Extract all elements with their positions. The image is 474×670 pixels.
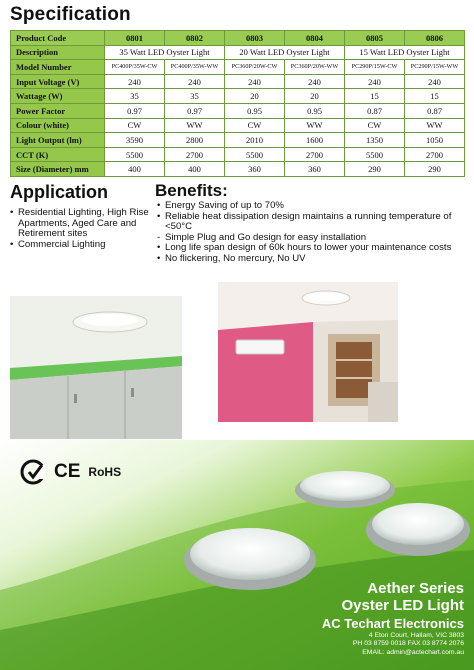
bullet-icon: • — [10, 238, 14, 250]
list-item — [157, 212, 457, 233]
table-cell: 2800 — [165, 133, 225, 148]
series-title: Aether Series — [367, 580, 464, 597]
table-cell: 240 — [405, 74, 465, 89]
row-label: Description — [11, 45, 105, 60]
table-cell: 20 — [285, 89, 345, 104]
company-phone: PH 03 8759 0018 FAX 03 8774 2076 — [352, 640, 464, 648]
input-voltage-row — [11, 74, 465, 89]
colour-row — [11, 118, 465, 133]
product-code-cell: 0806 — [405, 31, 465, 46]
table-cell: 240 — [345, 74, 405, 89]
table-cell: 240 — [225, 74, 285, 89]
page-title: Specification — [10, 4, 131, 25]
table-cell: 360 — [225, 162, 285, 177]
row-label: Product Code — [11, 31, 105, 46]
table-cell: 3590 — [105, 133, 165, 148]
description-cell: 15 Watt LED Oyster Light — [345, 45, 465, 60]
list-item-text: Reliable heat dissipation design maintains a running temperature of <50°C — [165, 210, 452, 233]
list-item — [10, 208, 155, 240]
table-cell: CW — [345, 118, 405, 133]
list-item-text: Long life span design of 60k hours to lower your maintenance costs — [165, 242, 452, 254]
company-name: AC Techart Electronics — [321, 616, 464, 631]
bullet-icon: • — [157, 242, 161, 254]
specification-table — [10, 30, 465, 177]
table-cell: 0.97 — [105, 103, 165, 118]
row-label: Model Number — [11, 60, 105, 75]
table-cell: PC400P/35W-WW — [165, 60, 225, 75]
table-cell: PC360P/20W-WW — [285, 60, 345, 75]
table-cell: PC290P/15W-CW — [345, 60, 405, 75]
bullet-icon: • — [157, 210, 161, 222]
table-cell: 35 — [165, 89, 225, 104]
application-heading: Application — [10, 182, 108, 202]
table-cell: 0.97 — [165, 103, 225, 118]
certification-marks — [20, 459, 121, 485]
product-code-cell: 0801 — [105, 31, 165, 46]
list-item — [157, 254, 457, 265]
bullet-icon: - — [157, 231, 161, 243]
list-item-text: Commercial Lighting — [18, 238, 106, 250]
benefits-list — [157, 201, 457, 265]
bedroom-photo — [218, 282, 398, 422]
light-output-row — [11, 133, 465, 148]
table-cell: 400 — [165, 162, 225, 177]
product-code-cell: 0804 — [285, 31, 345, 46]
table-cell: 400 — [105, 162, 165, 177]
kitchen-ceiling-photo — [10, 296, 182, 439]
row-label: Colour (white) — [11, 118, 105, 133]
application-list — [10, 208, 155, 250]
table-cell: 0.95 — [225, 103, 285, 118]
benefits-heading: Benefits: — [155, 181, 228, 200]
table-cell: 240 — [105, 74, 165, 89]
table-cell: 2700 — [165, 147, 225, 162]
product-code-cell: 0802 — [165, 31, 225, 46]
row-label: Power Factor — [11, 103, 105, 118]
bullet-icon: • — [10, 207, 14, 218]
table-cell: 5500 — [225, 147, 285, 162]
footer-branding — [322, 580, 464, 657]
table-cell: 240 — [165, 74, 225, 89]
table-cell: WW — [405, 118, 465, 133]
row-label: Wattage (W) — [11, 89, 105, 104]
table-cell: 5500 — [105, 147, 165, 162]
description-cell: 20 Watt LED Oyster Light — [225, 45, 345, 60]
row-label: Input Voltage (V) — [11, 74, 105, 89]
rohs-mark: RoHS — [88, 465, 122, 479]
table-cell: 2010 — [225, 133, 285, 148]
cct-row — [11, 147, 465, 162]
row-label: Size (Diameter) mm — [11, 162, 105, 177]
table-cell: 290 — [345, 162, 405, 177]
product-code-cell: 0805 — [345, 31, 405, 46]
table-cell: 35 — [105, 89, 165, 104]
table-cell: 0.87 — [405, 103, 465, 118]
table-cell: CW — [105, 118, 165, 133]
table-cell: 5500 — [345, 147, 405, 162]
bullet-icon: • — [157, 200, 161, 211]
list-item-text: No flickering, No mercury, No UV — [165, 252, 306, 264]
wattage-row — [11, 89, 465, 104]
table-cell: WW — [285, 118, 345, 133]
table-cell: 290 — [405, 162, 465, 177]
table-cell: 0.87 — [345, 103, 405, 118]
description-cell: 35 Watt LED Oyster Light — [105, 45, 225, 60]
table-cell: 15 — [405, 89, 465, 104]
table-cell: 1050 — [405, 133, 465, 148]
product-code-row — [11, 31, 465, 46]
bedroom-illustration — [218, 282, 398, 422]
list-item-text: Simple Plug and Go design for easy installation — [165, 231, 367, 243]
product-code-cell: 0803 — [225, 31, 285, 46]
power-factor-row — [11, 103, 465, 118]
table-cell: PC290P/15W-WW — [405, 60, 465, 75]
table-cell: PC360P/20W-CW — [225, 60, 285, 75]
list-item — [10, 240, 155, 251]
table-cell: PC400P/35W-CW — [105, 60, 165, 75]
list-item-text: Residential Lighting, High Rise Apartments, Aged Care and Retirement sites — [18, 207, 149, 240]
table-cell: 0.95 — [285, 103, 345, 118]
table-cell: 1350 — [345, 133, 405, 148]
kitchen-ceiling-illustration — [10, 296, 182, 439]
table-cell: 240 — [285, 74, 345, 89]
table-cell: 2700 — [285, 147, 345, 162]
model-number-row — [11, 60, 465, 75]
table-cell: 1600 — [285, 133, 345, 148]
table-cell: 20 — [225, 89, 285, 104]
description-row — [11, 45, 465, 60]
table-cell: 360 — [285, 162, 345, 177]
product-title: Oyster LED Light — [341, 597, 464, 614]
ce-mark: CE — [54, 461, 81, 482]
table-cell: 15 — [345, 89, 405, 104]
bullet-icon: • — [157, 252, 161, 264]
company-address: 4 Eton Court, Hallam, VIC 3803 — [368, 632, 464, 639]
table-cell: 2700 — [405, 147, 465, 162]
company-email: EMAIL: admin@actechart.com.au — [362, 648, 464, 656]
table-cell: CW — [225, 118, 285, 133]
c-tick-logo-icon — [20, 459, 46, 485]
size-row — [11, 162, 465, 177]
row-label: Light Output (lm) — [11, 133, 105, 148]
list-item-text: Energy Saving of up to 70% — [165, 200, 284, 211]
row-label: CCT (K) — [11, 147, 105, 162]
table-cell: WW — [165, 118, 225, 133]
